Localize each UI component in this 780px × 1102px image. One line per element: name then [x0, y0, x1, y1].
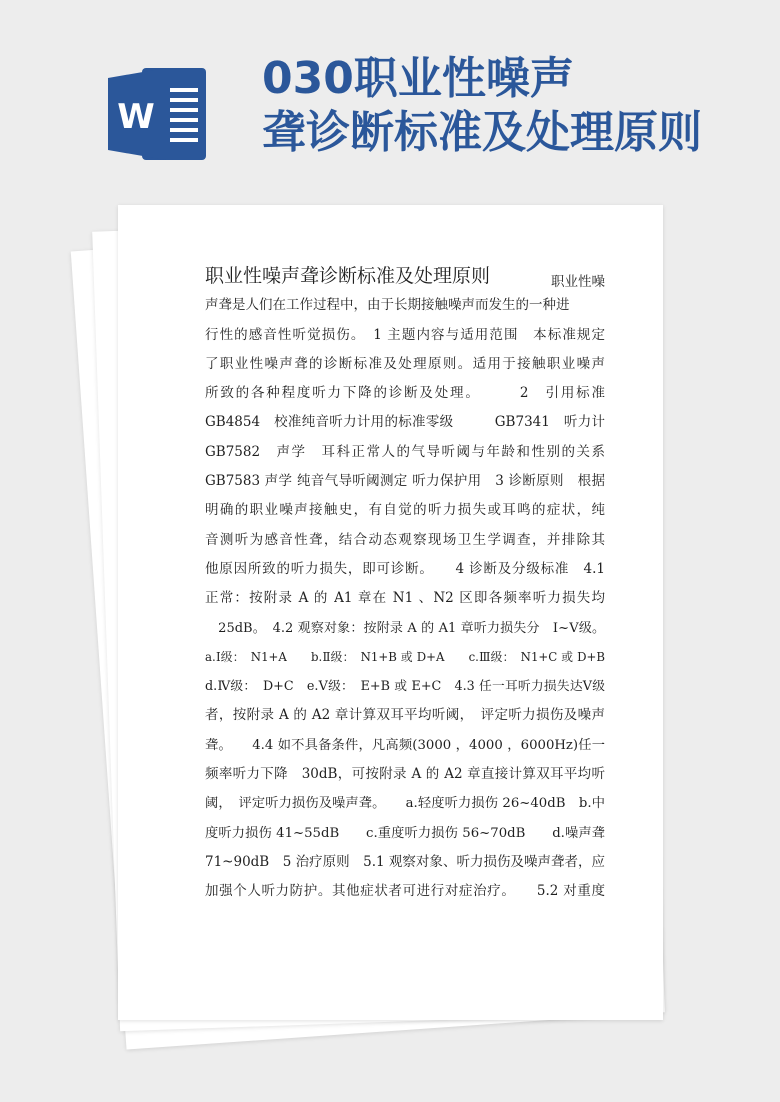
document-line: 25dB。 4.2 观察对象：按附录 A 的 A1 章听力损失分 Ⅰ~Ⅴ级。 [205, 620, 605, 636]
document-line: 正常：按附录 A 的 A1 章在 N1 、N2 区即各频率听力损失均 [205, 590, 605, 607]
document-line: 行性的感音性听觉损伤。 1 主题内容与适用范围 本标准规定 [205, 326, 605, 343]
document-line: GB4854 校准纯音听力计用的标准零级 GB7341 听力计 [205, 414, 605, 431]
document-line: 加强个人听力防护。其他症状者可进行对症治疗。 5.2 对重度 [205, 883, 605, 900]
document-line: 频率听力下降 30dB，可按附录 A 的 A2 章直接计算双耳平均听 [205, 766, 605, 783]
document-line: 明确的职业噪声接触史，有自觉的听力损失或耳鸣的症状，纯 [205, 502, 605, 519]
document-line: 音测听为感音性聋，结合动态观察现场卫生学调查，并排除其 [205, 531, 605, 548]
document-line: GB7582 声学 耳科正常人的气导听阈与年龄和性别的关系 [205, 443, 605, 460]
document-line: 71~90dB 5 治疗原则 5.1 观察对象、听力损伤及噪声聋者，应 [205, 853, 605, 870]
document-heading-line [205, 262, 605, 291]
document-line: 者，按附录 A 的 A2 章计算双耳平均听阈， 评定听力损伤及噪声 [205, 707, 605, 724]
document-body [205, 262, 605, 907]
document-line: 声聋是人们在工作过程中，由于长期接触噪声而发生的一种进 [205, 297, 570, 314]
document-line: a.Ⅰ级： N1+A b.Ⅱ级： N1+B 或 D+A c.Ⅲ级： N1+C 或 D+B [205, 649, 605, 664]
document-line: 所致的各种程度听力下降的诊断及处理。 2 引用标准 [205, 385, 605, 402]
document-line: 他原因所致的听力损失，即可诊断。 4 诊断及分级标准 4.1 [205, 560, 605, 577]
document-line: 度听力损伤 41~55dB c.重度听力损伤 56~70dB d.噪声聋 [205, 825, 605, 841]
document-line: 了职业性噪声聋的诊断标准及处理原则。适用于接触职业噪声 [205, 355, 605, 372]
svg-text:W: W [117, 97, 155, 137]
document-heading-tail: 职业性噪 [551, 274, 605, 290]
document-line: GB7583 声学 纯音气导听阈测定 听力保护用 3 诊断原则 根据 [205, 473, 605, 490]
title-line-2: 聋诊断标准及处理原则 [262, 107, 702, 158]
document-line: d.Ⅳ级： D+C e.Ⅴ级： E+B 或 E+C 4.3 任一耳听力损失达Ⅴ级 [205, 679, 605, 695]
document-heading: 职业性噪声聋诊断标准及处理原则 [205, 265, 491, 287]
document-line: 阈， 评定听力损伤及噪声聋。 a.轻度听力损伤 26~40dB b.中 [205, 796, 605, 812]
document-line: 聋。 4.4 如不具备条件，凡高频(3000 ，4000 ，6000Hz)任一 [205, 737, 605, 753]
word-icon [108, 66, 208, 162]
title-line-1: 030职业性噪声 [262, 53, 574, 104]
page-title [262, 52, 777, 160]
